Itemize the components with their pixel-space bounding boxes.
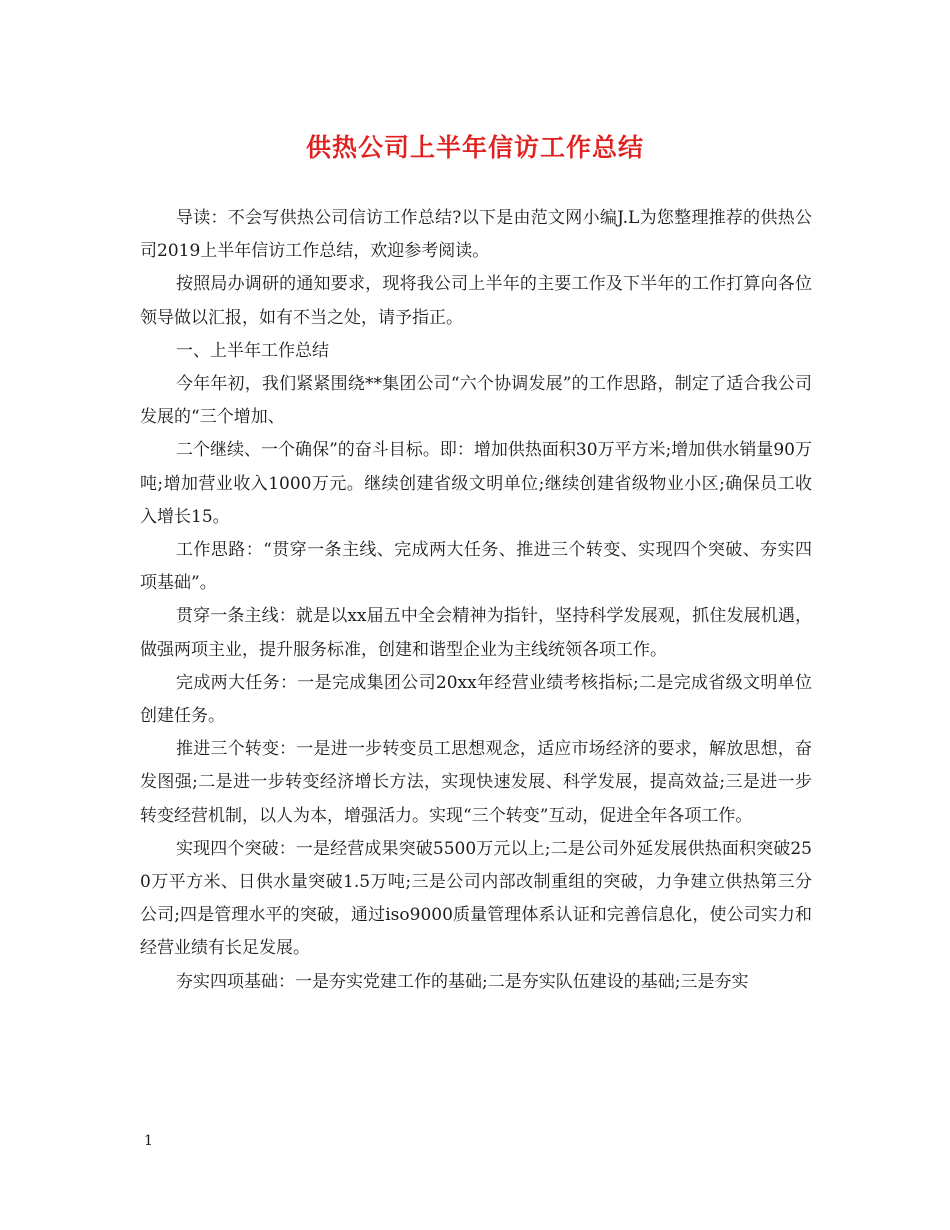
section-heading-first-half-summary: 一、上半年工作总结: [176, 340, 329, 361]
document-title: 供热公司上半年信访工作总结: [305, 133, 644, 162]
paragraph-intro: 导读：不会写供热公司信访工作总结?以下是由范文网小编J.L为您整理推荐的供热公司2019上半年信访工作总结，欢迎参考阅读。: [140, 208, 812, 262]
page-number: 1: [144, 1133, 153, 1149]
paragraph-purpose: 按照局办调研的通知要求，现将我公司上半年的主要工作及下半年的工作打算向各位领导做以汇报，如有不当之处，请予指正。: [140, 274, 812, 328]
paragraph-main-line: 贯穿一条主线：就是以xx届五中全会精神为指针，坚持科学发展观，抓住发展机遇，做强两项主业，提升服务标准，创建和谐型企业为主线统领各项工作。: [140, 606, 812, 660]
paragraph-goals-intro: 今年年初，我们紧紧围绕**集团公司“六个协调发展”的工作思路，制定了适合我公司发展的“三个增加、: [140, 374, 812, 428]
paragraph-two-tasks: 完成两大任务：一是完成集团公司20xx年经营业绩考核指标;二是完成省级文明单位创建任务。: [140, 672, 812, 727]
document-body: [140, 202, 812, 999]
paragraph-work-approach: 工作思路：“贯穿一条主线、完成两大任务、推进三个转变、实现四个突破、夯实四项基础”。: [140, 540, 812, 594]
paragraph-four-breakthroughs: 实现四个突破：一是经营成果突破5500万元以上;二是公司外延发展供热面积突破250万平方米、日供水量突破1.5万吨;三是公司内部改制重组的突破，力争建立供热第三分公司;四是管理水平的突破，通过iso9000质量管理体系认证和完善信息化，使公司实力和经营业绩有长足发展。: [140, 838, 812, 959]
paragraph-four-foundations: 夯实四项基础：一是夯实党建工作的基础;二是夯实队伍建设的基础;三是夯实: [176, 971, 749, 992]
paragraph-three-changes: 推进三个转变：一是进一步转变员工思想观念，适应市场经济的要求，解放思想，奋发图强;二是进一步转变经济增长方法，实现快速发展、科学发展，提高效益;三是进一步转变经营机制，以人为本，增强活力。实现“三个转变”互动，促进全年各项工作。: [140, 739, 812, 826]
paragraph-goals-detail: 二个继续、一个确保”的奋斗目标。即：增加供热面积30万平方米;增加供水销量90万吨;增加营业收入1000万元。继续创建省级文明单位;继续创建省级物业小区;确保员工收入增长15。: [140, 440, 812, 527]
